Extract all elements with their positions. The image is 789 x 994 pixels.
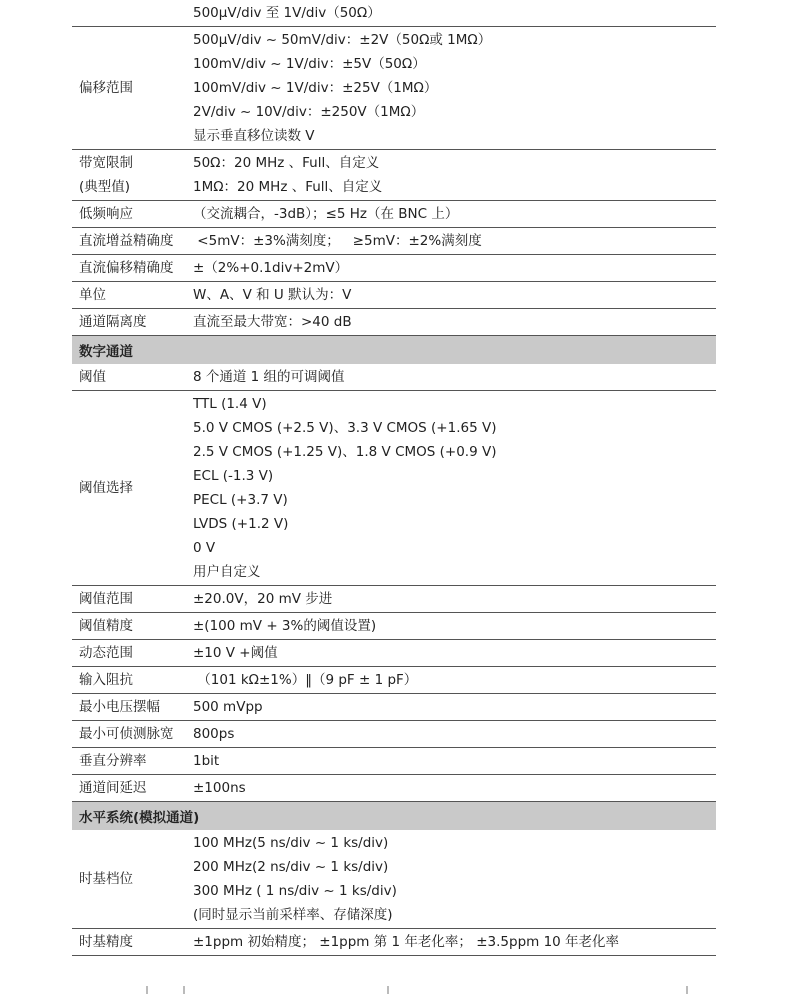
row-label-text: 最小电压摆幅	[79, 699, 160, 715]
footer-tick	[686, 986, 688, 994]
row-value-line: LVDS (+1.2 V)	[193, 516, 289, 532]
row-value	[193, 150, 716, 200]
row-value-line: （101 kΩ±1%）‖（9 pF ± 1 pF）	[193, 672, 418, 688]
section-header	[72, 802, 716, 830]
row-value	[193, 282, 716, 308]
row-value-line: 显示垂直移位读数 V	[193, 128, 315, 144]
row-value-line: (同时显示当前采样率、存储深度)	[193, 907, 393, 923]
row-label-text: 直流偏移精确度	[79, 260, 174, 276]
row-label	[72, 228, 193, 254]
row-label	[72, 150, 193, 200]
row-label-text: 偏移范围	[79, 80, 133, 96]
row-label	[72, 586, 193, 612]
row-value	[193, 364, 716, 390]
row-label	[72, 27, 193, 149]
row-value	[193, 929, 716, 955]
footer-tick	[146, 986, 148, 994]
page-footer-marks	[0, 982, 789, 994]
row-value-line: 8 个通道 1 组的可调阈值	[193, 369, 345, 385]
table-row	[72, 309, 716, 336]
row-value	[193, 775, 716, 801]
table-row	[72, 613, 716, 640]
row-label-text: 单位	[79, 287, 106, 303]
table-row	[72, 830, 716, 929]
table-row	[72, 0, 716, 27]
row-value-line: <5mV：±3%满刻度； ≥5mV：±2%满刻度	[193, 233, 482, 249]
row-label-text: (典型值)	[79, 179, 131, 195]
row-value-line: 直流至最大带宽：>40 dB	[193, 314, 352, 330]
row-value	[193, 255, 716, 281]
row-label	[72, 613, 193, 639]
row-label-text: 阈值范围	[79, 591, 133, 607]
table-row	[72, 282, 716, 309]
row-value	[193, 201, 716, 227]
row-label-text: 阈值选择	[79, 480, 133, 496]
row-value-line: ±(100 mV + 3%的阈值设置)	[193, 618, 377, 634]
row-value-line: 500μV/div 至 1V/div（50Ω）	[193, 5, 381, 21]
spec-table	[72, 0, 716, 956]
section-header	[72, 336, 716, 364]
row-label	[72, 255, 193, 281]
row-label-text: 时基精度	[79, 934, 133, 950]
row-value-line: ±1ppm 初始精度； ±1ppm 第 1 年老化率； ±3.5ppm 10 年老化率	[193, 934, 620, 950]
table-row	[72, 27, 716, 150]
table-row	[72, 667, 716, 694]
footer-tick	[387, 986, 389, 994]
row-label-text: 带宽限制	[79, 155, 133, 171]
row-value-line: 2V/div ~ 10V/div：±250V（1MΩ）	[193, 104, 425, 120]
row-value-line: W、A、V 和 U 默认为：V	[193, 287, 352, 303]
row-value-line: 200 MHz(2 ns/div ~ 1 ks/div)	[193, 859, 389, 875]
row-label-text: 动态范围	[79, 645, 133, 661]
row-label-text: 直流增益精确度	[79, 233, 174, 249]
row-label-text: 输入阻抗	[79, 672, 133, 688]
row-value	[193, 27, 716, 149]
row-value	[193, 748, 716, 774]
row-value	[193, 0, 716, 26]
row-label	[72, 694, 193, 720]
table-row	[72, 255, 716, 282]
row-value-line: TTL (1.4 V)	[193, 396, 267, 412]
row-label	[72, 748, 193, 774]
row-value-line: PECL (+3.7 V)	[193, 492, 288, 508]
row-value-line: （交流耦合，-3dB）；≤5 Hz（在 BNC 上）	[193, 206, 459, 222]
row-value-line: ±（2%+0.1div+2mV）	[193, 260, 349, 276]
section-title: 水平系统(模拟通道)	[79, 810, 200, 826]
row-label-text: 通道隔离度	[79, 314, 147, 330]
row-value-line: 500 mVpp	[193, 699, 263, 715]
row-value-line: 5.0 V CMOS (+2.5 V)、3.3 V CMOS (+1.65 V)	[193, 420, 497, 436]
row-value-line: ±10 V +阈值	[193, 645, 278, 661]
table-row	[72, 391, 716, 586]
table-row	[72, 694, 716, 721]
row-label-text: 最小可侦测脉宽	[79, 726, 174, 742]
row-value-line: 1bit	[193, 753, 220, 769]
table-row	[72, 640, 716, 667]
row-value-line: ±100ns	[193, 780, 246, 796]
row-label-text: 阈值	[79, 369, 106, 385]
table-row	[72, 748, 716, 775]
row-value	[193, 667, 716, 693]
row-value-line: 0 V	[193, 540, 216, 556]
row-label-text: 时基档位	[79, 871, 133, 887]
table-row	[72, 929, 716, 956]
row-label	[72, 721, 193, 747]
row-value	[193, 640, 716, 666]
row-value	[193, 586, 716, 612]
row-value	[193, 721, 716, 747]
row-label	[72, 201, 193, 227]
row-value-line: 2.5 V CMOS (+1.25 V)、1.8 V CMOS (+0.9 V)	[193, 444, 497, 460]
footer-tick	[183, 986, 185, 994]
row-value-line: 100mV/div ~ 1V/div：±5V（50Ω）	[193, 56, 426, 72]
row-label	[72, 0, 193, 26]
row-value-line: 1MΩ：20 MHz 、Full、自定义	[193, 179, 383, 195]
row-value	[193, 694, 716, 720]
row-value-line: 300 MHz ( 1 ns/div ~ 1 ks/div)	[193, 883, 397, 899]
row-label	[72, 640, 193, 666]
row-value	[193, 613, 716, 639]
table-row	[72, 364, 716, 391]
row-label-text: 垂直分辨率	[79, 753, 147, 769]
row-value	[193, 830, 716, 928]
table-row	[72, 150, 716, 201]
table-row	[72, 721, 716, 748]
row-value-line: 500μV/div ~ 50mV/div：±2V（50Ω或 1MΩ）	[193, 32, 492, 48]
row-label	[72, 667, 193, 693]
row-value	[193, 228, 716, 254]
row-label	[72, 282, 193, 308]
table-row	[72, 201, 716, 228]
table-row	[72, 228, 716, 255]
table-row	[72, 586, 716, 613]
row-value-line: ±20.0V，20 mV 步进	[193, 591, 333, 607]
row-label	[72, 391, 193, 585]
row-value-line: ECL (-1.3 V)	[193, 468, 274, 484]
row-value-line: 100mV/div ~ 1V/div：±25V（1MΩ）	[193, 80, 438, 96]
row-label-text: 阈值精度	[79, 618, 133, 634]
row-value-line: 800ps	[193, 726, 235, 742]
row-value-line: 用户自定义	[193, 564, 261, 580]
row-label	[72, 309, 193, 335]
row-label-text: 低频响应	[79, 206, 133, 222]
row-value	[193, 391, 716, 585]
row-value-line: 100 MHz(5 ns/div ~ 1 ks/div)	[193, 835, 389, 851]
row-label-text: 通道间延迟	[79, 780, 147, 796]
row-label	[72, 364, 193, 390]
row-value	[193, 309, 716, 335]
row-value-line: 50Ω：20 MHz 、Full、自定义	[193, 155, 380, 171]
table-row	[72, 775, 716, 802]
section-title: 数字通道	[79, 344, 133, 360]
row-label	[72, 775, 193, 801]
row-label	[72, 929, 193, 955]
row-label	[72, 830, 193, 928]
